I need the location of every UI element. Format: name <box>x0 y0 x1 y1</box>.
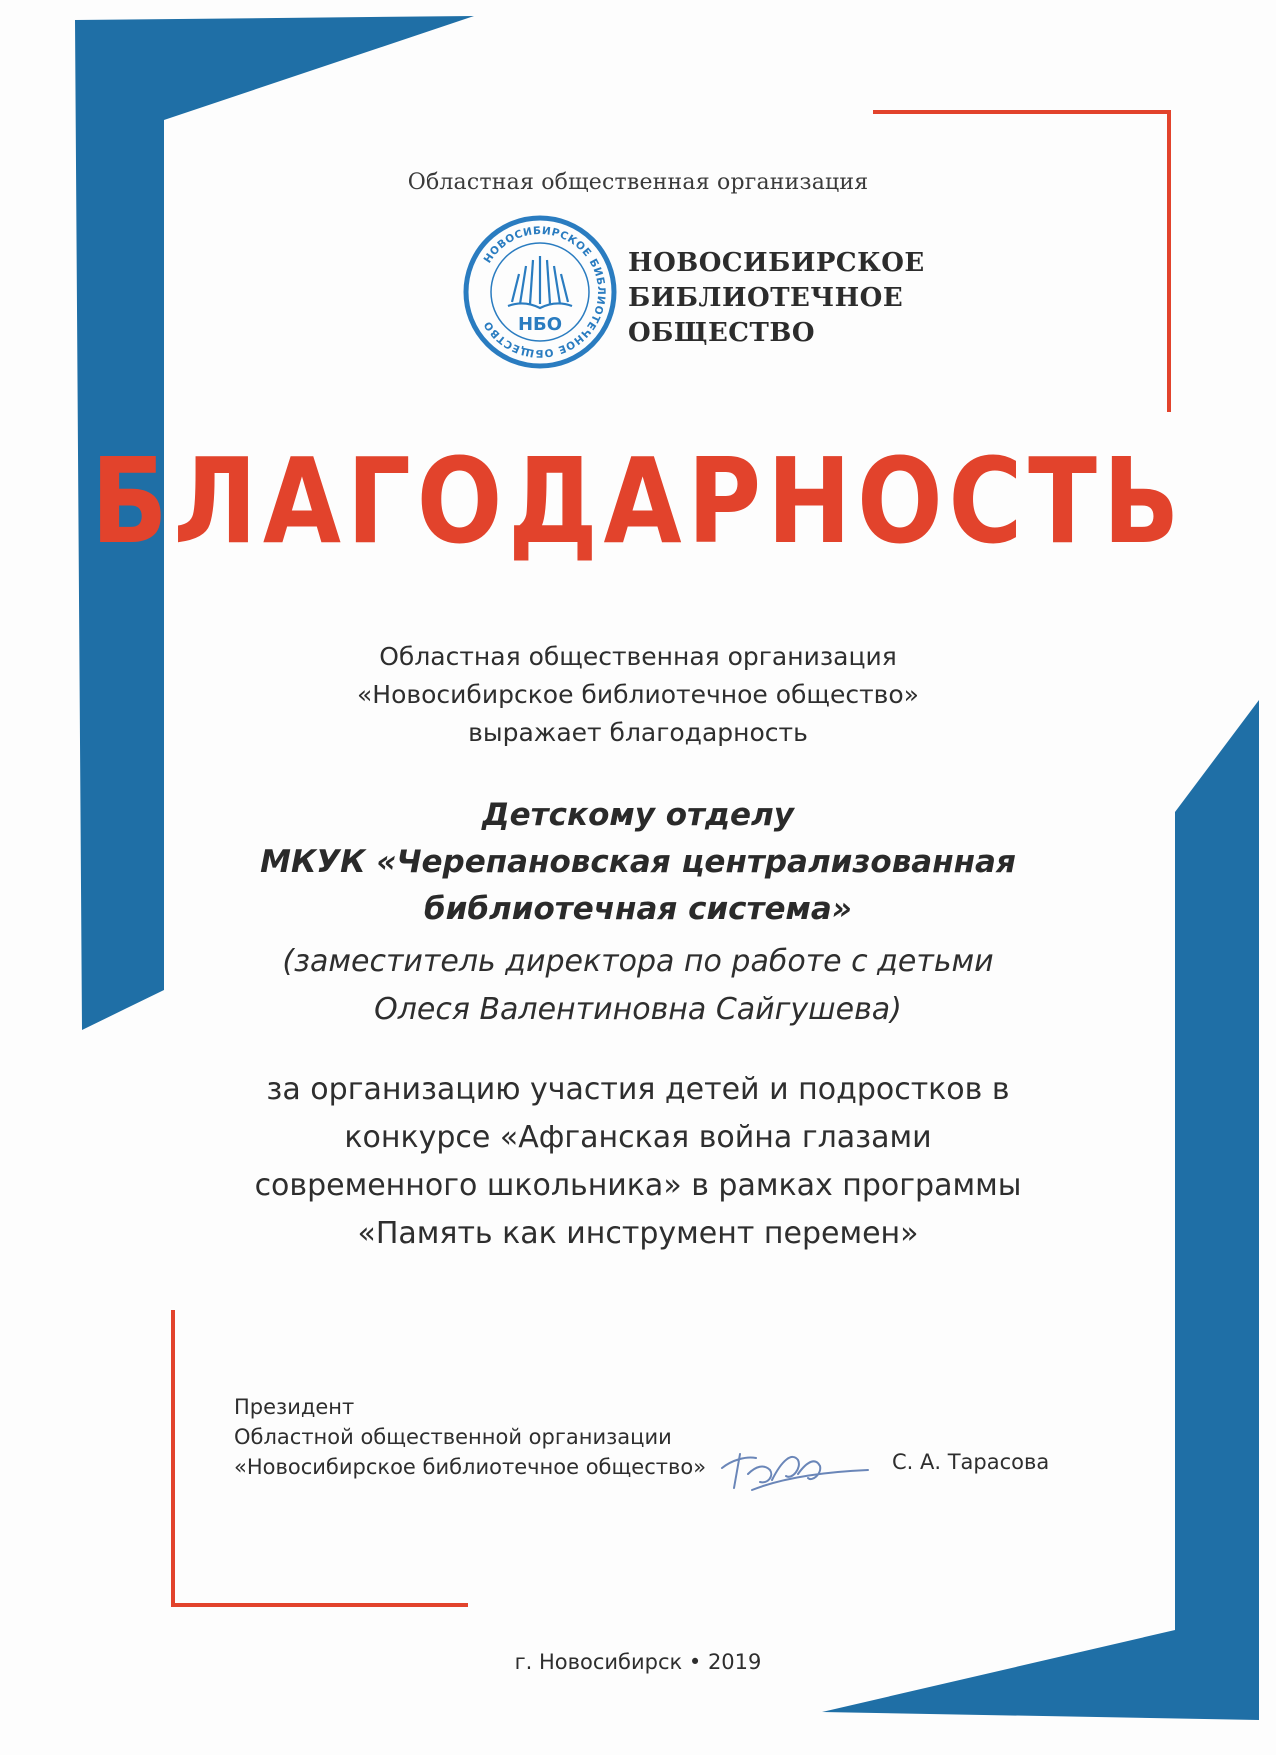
intro-line: выражает благодарность <box>468 718 808 747</box>
organization-name-line: НОВОСИБИРСКОЕ <box>628 248 925 278</box>
reason-line: за организацию участия детей и подростков в <box>266 1072 1010 1107</box>
certificate-title: БЛАГОДАРНОСТЬ <box>90 432 1186 570</box>
reason-text <box>0 1066 1276 1258</box>
signer-name: С. А. Тарасова <box>892 1450 1050 1474</box>
intro-text <box>0 638 1276 752</box>
organization-name <box>628 246 925 351</box>
position-line: Областной общественной организации <box>234 1425 672 1449</box>
logo-abbreviation: НБО <box>517 314 563 335</box>
signatory-position <box>234 1392 706 1482</box>
organization-type: Областная общественная организация <box>407 170 869 195</box>
recipient-line: МКУК «Черепановская централизованная <box>260 844 1016 880</box>
recipient-line: библиотечная система» <box>424 891 852 927</box>
reason-line: конкурсе «Афганская война глазами <box>344 1120 932 1155</box>
recipient-line: Детскому отделу <box>482 797 794 833</box>
position-line: Президент <box>234 1395 355 1419</box>
reason-line: «Память как инструмент перемен» <box>357 1216 919 1251</box>
logo-ring-text: НОВОСИБИРСКОЕ БИБЛИОТЕЧНОЕ ОБЩЕСТВО <box>481 224 608 360</box>
recipient-note <box>0 938 1276 1034</box>
position-line: «Новосибирское библиотечное общество» <box>234 1455 707 1479</box>
organization-name-line: БИБЛИОТЕЧНОЕ <box>628 283 904 313</box>
recipient-note-line: Олеся Валентиновна Сайгушева) <box>374 992 902 1027</box>
recipient-note-line: (заместитель директора по работе с детьми <box>282 944 994 979</box>
organization-name-line: ОБЩЕСТВО <box>628 318 815 348</box>
intro-line: «Новосибирское библиотечное общество» <box>357 680 919 709</box>
recipient <box>0 792 1276 933</box>
footer-location-year: г. Новосибирск • 2019 <box>514 1650 762 1674</box>
handwritten-signature <box>712 1430 872 1500</box>
nbo-logo <box>460 212 620 372</box>
intro-line: Областная общественная организация <box>379 642 897 671</box>
book-icon <box>508 256 572 308</box>
reason-line: современного школьника» в рамках программы <box>254 1168 1022 1203</box>
